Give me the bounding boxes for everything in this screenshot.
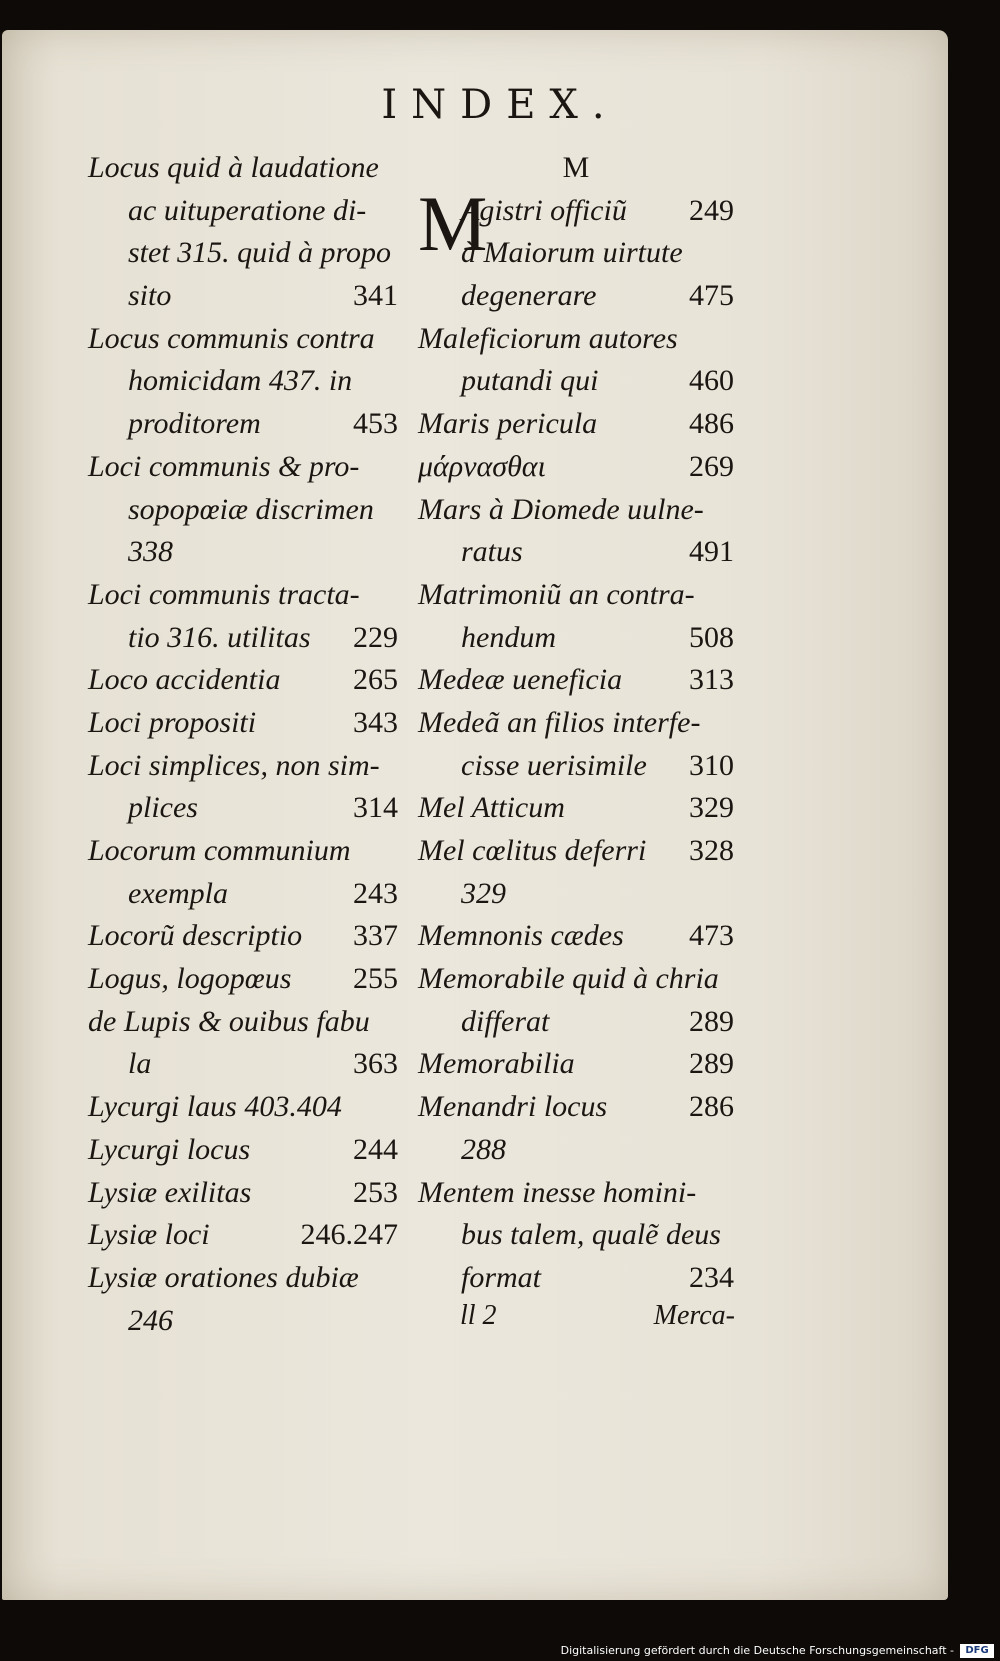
index-entry-line	[88, 531, 398, 574]
entry-text: Menandri locus	[418, 1090, 608, 1124]
entry-text: Maleficiorum autores	[418, 321, 678, 355]
page-reference: 249	[689, 193, 734, 227]
page-reference: 310	[689, 748, 734, 782]
entry-text: Loci propositi	[88, 705, 257, 739]
page-reference: 329	[689, 791, 734, 825]
index-entry-line	[418, 873, 734, 916]
index-entry-line	[88, 190, 398, 233]
index-entry-line	[418, 403, 734, 446]
index-entry-line	[418, 745, 734, 788]
entry-text: 338	[128, 535, 173, 569]
entry-text: Memnonis cædes	[418, 919, 624, 953]
index-entry-line	[418, 1129, 734, 1172]
index-entry-line	[88, 745, 398, 788]
right-column	[418, 147, 734, 1300]
entry-text: Agistri officiũ	[461, 193, 627, 227]
page-reference: 244	[353, 1132, 398, 1166]
index-entry-line	[88, 1257, 398, 1300]
entry-text: ac uituperatione di-	[128, 193, 367, 227]
entry-text: Matrimoniũ an contra-	[418, 577, 695, 611]
page-reference: 289	[689, 1047, 734, 1081]
page-reference: 453	[353, 407, 398, 441]
entry-text: ratus	[461, 535, 523, 569]
entry-text: Lysiæ exilitas	[88, 1175, 252, 1209]
entry-text: Locorum communium	[88, 834, 351, 867]
page-reference: 234	[689, 1260, 734, 1294]
index-entry-line	[418, 318, 734, 361]
entry-text: bus talem, qualẽ deus	[461, 1218, 721, 1252]
index-entry-line	[418, 489, 734, 532]
entry-text: Mentem inesse homini-	[418, 1175, 697, 1209]
entry-text: Lycurgi laus 403.404	[88, 1090, 342, 1124]
index-entry-line	[88, 318, 398, 361]
index-entry-line	[88, 1172, 398, 1215]
index-entry-line	[88, 360, 398, 403]
index-entry-line	[88, 873, 398, 916]
entry-text: Locorũ descriptio	[88, 919, 303, 953]
page-reference: 269	[689, 449, 734, 483]
index-entry-line	[418, 1257, 734, 1300]
page-reference: 363	[353, 1047, 398, 1081]
page-reference: 229	[353, 620, 398, 654]
index-entry-line	[88, 915, 398, 958]
entry-text: Logus, logopœus	[88, 962, 292, 996]
section-letter: M	[562, 151, 590, 184]
entry-text: Medeã an filios interfe-	[418, 705, 701, 739]
page-reference: 475	[689, 279, 734, 313]
page-reference: 473	[689, 919, 734, 953]
entry-text: differat	[461, 1004, 550, 1038]
index-entry-line	[418, 446, 734, 489]
index-entry-line	[88, 446, 398, 489]
index-entry-line	[88, 702, 398, 745]
index-entry-line	[418, 232, 734, 275]
page-reference: 253	[353, 1175, 398, 1209]
page-reference: 341	[353, 279, 398, 313]
entry-text: Loci communis tracta-	[88, 577, 360, 611]
index-entry-line	[88, 787, 398, 830]
entry-text: 246	[128, 1303, 173, 1337]
signature-mark: ll 2	[460, 1300, 497, 1331]
page-reference: 246.247	[300, 1218, 398, 1252]
entry-text: Maris pericula	[418, 407, 598, 441]
entry-text: Loci communis & pro-	[88, 449, 360, 483]
entry-text: Memorabile quid à chria	[418, 962, 719, 996]
index-entry-line	[88, 232, 398, 275]
catchword: Merca-	[653, 1300, 735, 1331]
page-title: INDEX.	[381, 82, 619, 128]
index-entry-line	[88, 1129, 398, 1172]
entry-text: Lysiæ loci	[88, 1218, 210, 1252]
entry-text: Loco accidentia	[88, 663, 281, 697]
entry-text: Locus quid à laudatione	[88, 151, 379, 184]
index-entry-line	[88, 1001, 398, 1044]
entry-text: exempla	[128, 876, 228, 910]
index-entry-line	[418, 830, 734, 873]
index-entry-line	[88, 403, 398, 446]
index-entry-line	[418, 1043, 734, 1086]
index-entry-line	[88, 1086, 398, 1129]
entry-text: proditorem	[128, 407, 261, 441]
index-entry-line	[418, 574, 734, 617]
page-reference: 328	[689, 834, 734, 867]
index-entry-line	[88, 659, 398, 702]
index-entry-line	[418, 1172, 734, 1215]
index-entry-line	[418, 190, 734, 233]
entry-text: 329	[461, 876, 506, 910]
page-reference: 486	[689, 407, 734, 441]
index-entry-line	[418, 702, 734, 745]
entry-text: homicidam 437. in	[128, 364, 353, 398]
page-reference: 243	[353, 876, 398, 910]
drop-cap: M	[418, 180, 488, 267]
index-entry-line	[88, 1300, 398, 1343]
entry-text: Lysiæ orationes dubiæ	[88, 1260, 359, 1294]
index-entry-line	[88, 617, 398, 660]
entry-text: format	[461, 1260, 542, 1294]
entry-text: stet 315. quid à propo	[128, 236, 392, 270]
index-entry-line	[418, 915, 734, 958]
index-entry-line	[88, 1043, 398, 1086]
index-entry-line	[88, 830, 398, 873]
entry-text: sopopœiæ discrimen	[128, 492, 374, 526]
entry-text: Mars à Diomede uulne-	[418, 492, 704, 526]
left-column	[88, 147, 398, 1342]
index-entry-line	[418, 617, 734, 660]
entry-text: Mel Atticum	[418, 791, 565, 825]
entry-text: sito	[128, 279, 172, 313]
index-entry-line	[418, 787, 734, 830]
index-entry-line	[88, 958, 398, 1001]
page-reference: 255	[353, 962, 398, 996]
entry-text: tio 316. utilitas	[128, 620, 311, 654]
entry-text: à Maiorum uirtute	[461, 236, 683, 270]
dfg-logo: DFG	[960, 1644, 994, 1658]
entry-text: cisse uerisimile	[461, 748, 647, 782]
page-reference: 460	[689, 364, 734, 398]
page-reference: 314	[353, 791, 398, 825]
index-entry-line	[88, 1214, 398, 1257]
entry-text: μάρνασθαι	[418, 449, 546, 483]
entry-text: 288	[461, 1132, 506, 1166]
index-entry-line	[418, 1086, 734, 1129]
entry-text: Medeæ ueneficia	[418, 663, 623, 697]
page-reference: 343	[353, 705, 398, 739]
page-reference: 491	[689, 535, 734, 569]
entry-text: Lycurgi locus	[88, 1132, 251, 1166]
index-entry-line	[418, 360, 734, 403]
entry-text: hendum	[461, 620, 556, 654]
page-reference: 508	[689, 620, 734, 654]
page-reference: 337	[353, 919, 398, 953]
entry-text: de Lupis & ouibus fabu	[88, 1004, 370, 1038]
entry-text: putandi qui	[461, 364, 599, 398]
page-reference: 313	[689, 663, 734, 697]
index-entry-line	[418, 1214, 734, 1257]
page-reference: 289	[689, 1004, 734, 1038]
index-entry-line	[88, 147, 398, 190]
page-footer	[455, 1300, 735, 1342]
index-entry-line	[418, 659, 734, 702]
digitization-credit: Digitalisierung gefördert durch die Deutsche Forschungsgemeinschaft -	[560, 1644, 954, 1657]
index-entry-line	[418, 531, 734, 574]
index-entry-line	[88, 574, 398, 617]
entry-text: Memorabilia	[418, 1047, 575, 1081]
index-entry-line	[418, 275, 734, 318]
entry-text: Loci simplices, non sim-	[88, 748, 380, 782]
index-entry-line	[88, 275, 398, 318]
index-entry-line	[418, 1001, 734, 1044]
index-entry-line	[88, 489, 398, 532]
page-reference: 286	[689, 1090, 734, 1124]
entry-text: degenerare	[461, 279, 597, 313]
entry-text: Mel cœlitus deferri	[418, 834, 647, 867]
entry-text: la	[128, 1047, 152, 1081]
index-entry-line	[418, 958, 734, 1001]
entry-text: Locus communis contra	[88, 321, 375, 355]
page-reference: 265	[353, 663, 398, 697]
entry-text: plices	[128, 791, 198, 825]
